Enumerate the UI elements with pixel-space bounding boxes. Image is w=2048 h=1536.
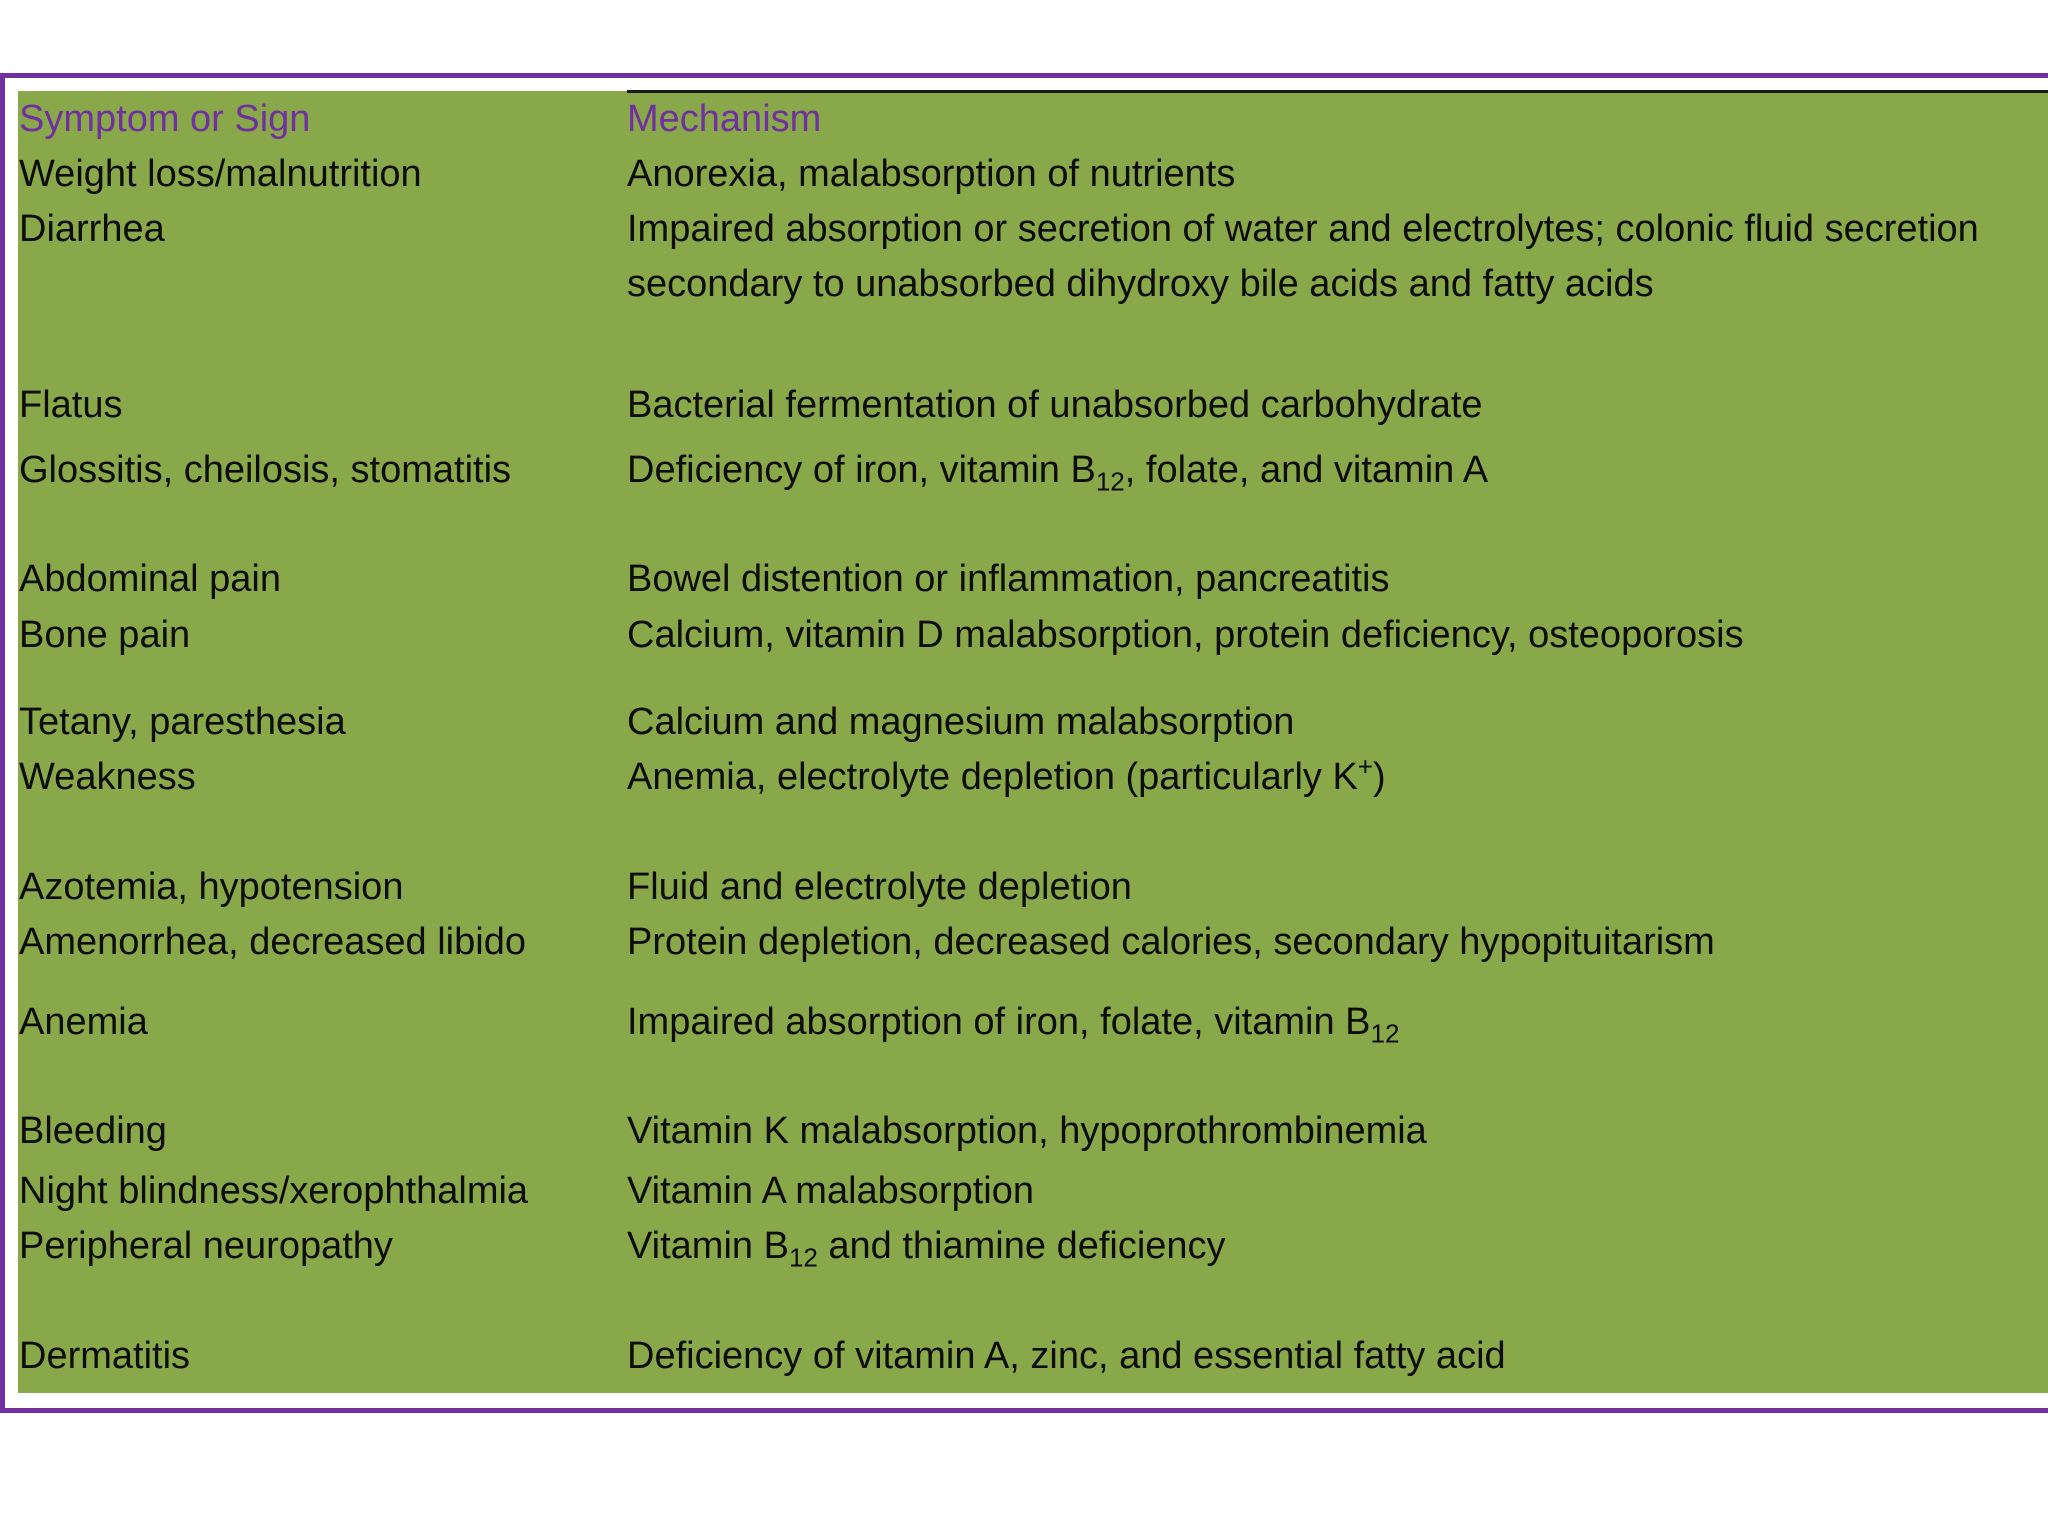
mechanism-cell <box>627 1219 1226 1274</box>
mechanism-text: Impaired absorption of iron, folate, vitamin B <box>627 1001 1371 1043</box>
mechanism-cell: Impaired absorption or secretion of water and electrolytes; colonic fluid secretion secondary to unabsorbed dihydroxy bile acids and fatty acids <box>627 208 1979 305</box>
mechanism-text: Deficiency of iron, vitamin B <box>627 449 1096 491</box>
subscript: 12 <box>1095 466 1125 497</box>
symptom-cell: Night blindness/xerophthalmia <box>19 1170 529 1212</box>
mechanism-cell: Anorexia, malabsorption of nutrients <box>627 153 1236 195</box>
mechanism-cell: Bacterial fermentation of unabsorbed carbohydrate <box>627 384 1483 426</box>
symptom-cell: Weakness <box>19 756 196 798</box>
header-mechanism: Mechanism <box>627 98 822 140</box>
header-symptom: Symptom or Sign <box>19 98 311 140</box>
symptom-cell: Azotemia, hypotension <box>19 866 404 908</box>
mechanism-cell <box>627 750 1386 805</box>
mechanism-cell: Vitamin K malabsorption, hypoprothrombinemia <box>627 1110 1427 1152</box>
mechanism-cell: Deficiency of vitamin A, zinc, and essential fatty acid <box>627 1335 1506 1377</box>
symptom-cell: Bleeding <box>19 1110 167 1152</box>
symptom-cell: Flatus <box>19 384 123 426</box>
symptom-cell: Amenorrhea, decreased libido <box>19 921 526 963</box>
mechanism-text: , folate, and vitamin A <box>1124 449 1489 491</box>
mechanism-cell <box>627 995 1399 1050</box>
mechanism-text: Anemia, electrolyte depletion (particularly K <box>627 756 1358 798</box>
mechanism-cell: Calcium and magnesium malabsorption <box>627 701 1295 743</box>
mechanism-cell: Bowel distention or inflammation, pancreatitis <box>627 558 1390 600</box>
symptom-cell: Glossitis, cheilosis, stomatitis <box>19 449 512 491</box>
header-rule <box>627 90 2048 93</box>
symptom-cell: Tetany, paresthesia <box>19 701 346 743</box>
mechanism-cell <box>627 443 1488 498</box>
symptom-cell: Anemia <box>19 1001 148 1043</box>
mechanism-cell: Vitamin A malabsorption <box>627 1170 1034 1212</box>
mechanism-cell: Fluid and electrolyte depletion <box>627 866 1132 908</box>
symptom-cell: Weight loss/malnutrition <box>19 153 422 195</box>
symptom-cell: Abdominal pain <box>19 558 281 600</box>
symptom-cell: Diarrhea <box>19 208 165 250</box>
mechanism-text: Vitamin B <box>627 1225 789 1267</box>
mechanism-cell: Protein depletion, decreased calories, secondary hypopituitarism <box>627 921 1715 963</box>
symptom-cell: Peripheral neuropathy <box>19 1225 393 1267</box>
symptom-cell: Dermatitis <box>19 1335 191 1377</box>
mechanism-text: and thiamine deficiency <box>817 1225 1226 1267</box>
subscript: 12 <box>1370 1018 1400 1049</box>
superscript: + <box>1357 751 1373 782</box>
subscript: 12 <box>788 1242 818 1273</box>
mechanism-text: ) <box>1372 756 1386 798</box>
mechanism-cell: Calcium, vitamin D malabsorption, protein deficiency, osteoporosis <box>627 614 1744 656</box>
symptom-cell: Bone pain <box>19 614 191 656</box>
